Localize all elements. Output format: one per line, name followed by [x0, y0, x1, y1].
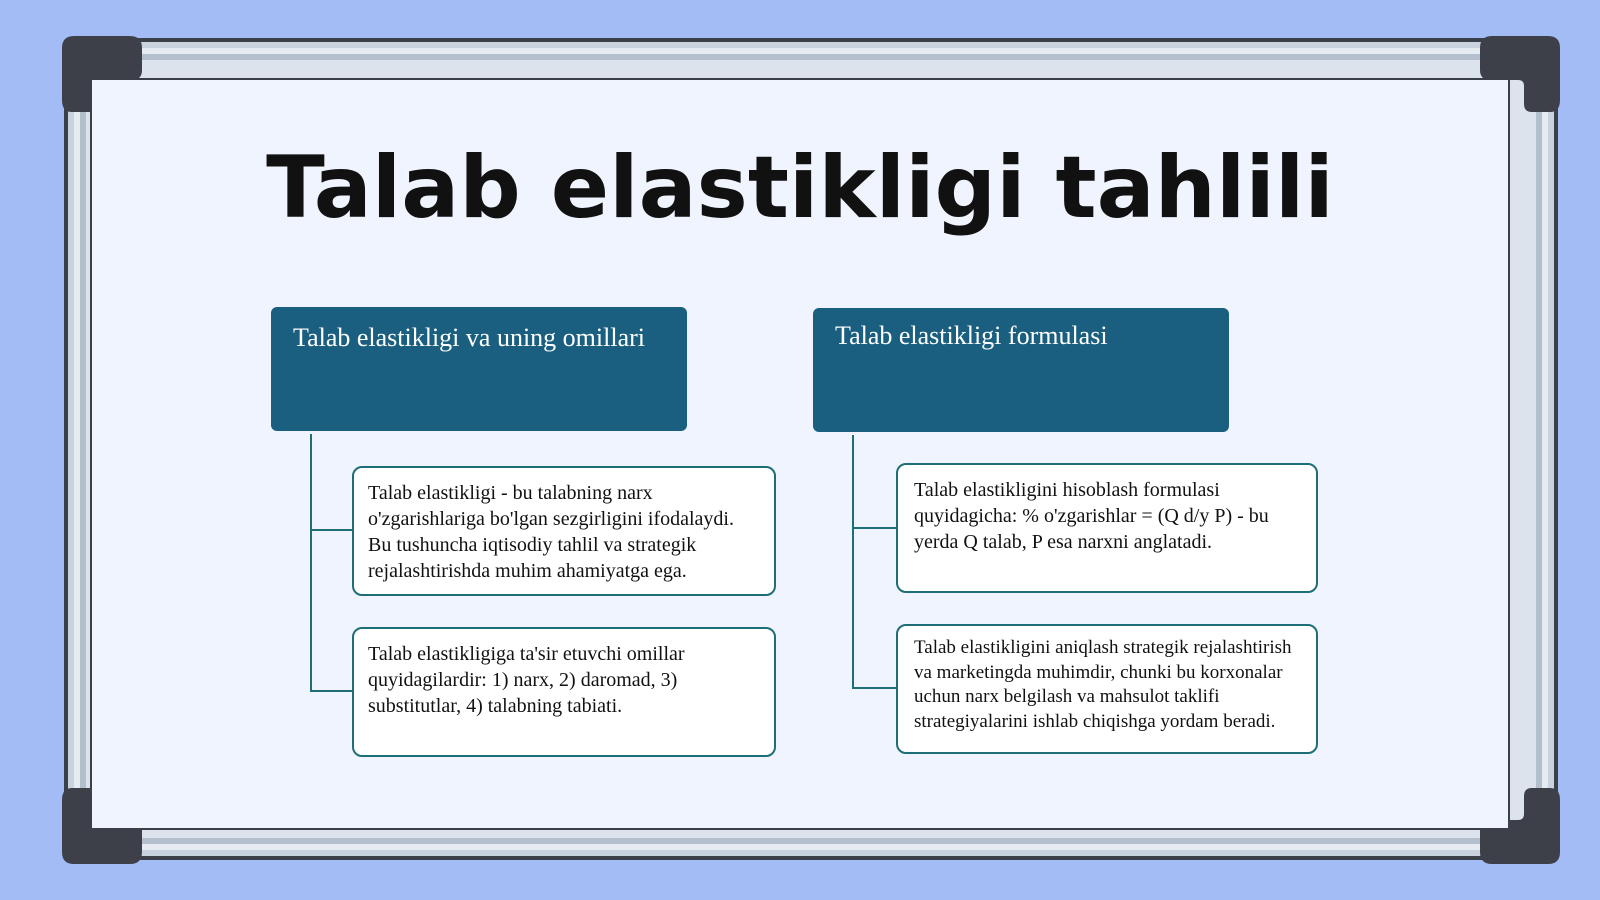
header-label-right: Talab elastikligi formulasi [835, 321, 1108, 350]
connector-branch-left-2 [310, 690, 352, 692]
connector-vertical-left [310, 434, 312, 692]
card-left-1-text: Talab elastikligi - bu talabning narx o'zgarishlariga bo'lgan sezgirligini ifodalaydi. Bu tushuncha iqtisodiy tahlil va strategik rejalashtirishda muhim ahamiyatga ega. [368, 482, 734, 582]
card-left-1 [352, 466, 776, 596]
connector-branch-right-1 [852, 527, 896, 529]
card-right-1 [896, 463, 1318, 593]
header-label-left: Talab elastikligi va uning omillari [293, 323, 645, 352]
connector-vertical-right [852, 435, 854, 689]
connector-branch-right-2 [852, 687, 896, 689]
card-left-2-text: Talab elastikligiga ta'sir etuvchi omillar quyidagilardir: 1) narx, 2) daromad, 3) substitutlar, 4) talabning tabiati. [368, 643, 685, 717]
card-right-1-text: Talab elastikligini hisoblash formulasi quyidagicha: % o'zgarishlar = (Q d/y P) - bu yerda Q talab, P esa narxni anglatadi. [914, 479, 1269, 553]
card-right-2-text: Talab elastikligini aniqlash strategik rejalashtirish va marketingda muhimdir, chunki bu korxonalar uchun narx belgilash va mahsulot taklifi strategiyalarini ishlab chiqishga yordam beradi. [914, 637, 1292, 732]
header-box-right [813, 308, 1229, 432]
card-right-2 [896, 624, 1318, 754]
page-title: Talab elastikligi tahlili [266, 138, 1334, 238]
connector-branch-left-1 [310, 529, 352, 531]
header-box-left [271, 307, 687, 431]
card-left-2 [352, 627, 776, 757]
